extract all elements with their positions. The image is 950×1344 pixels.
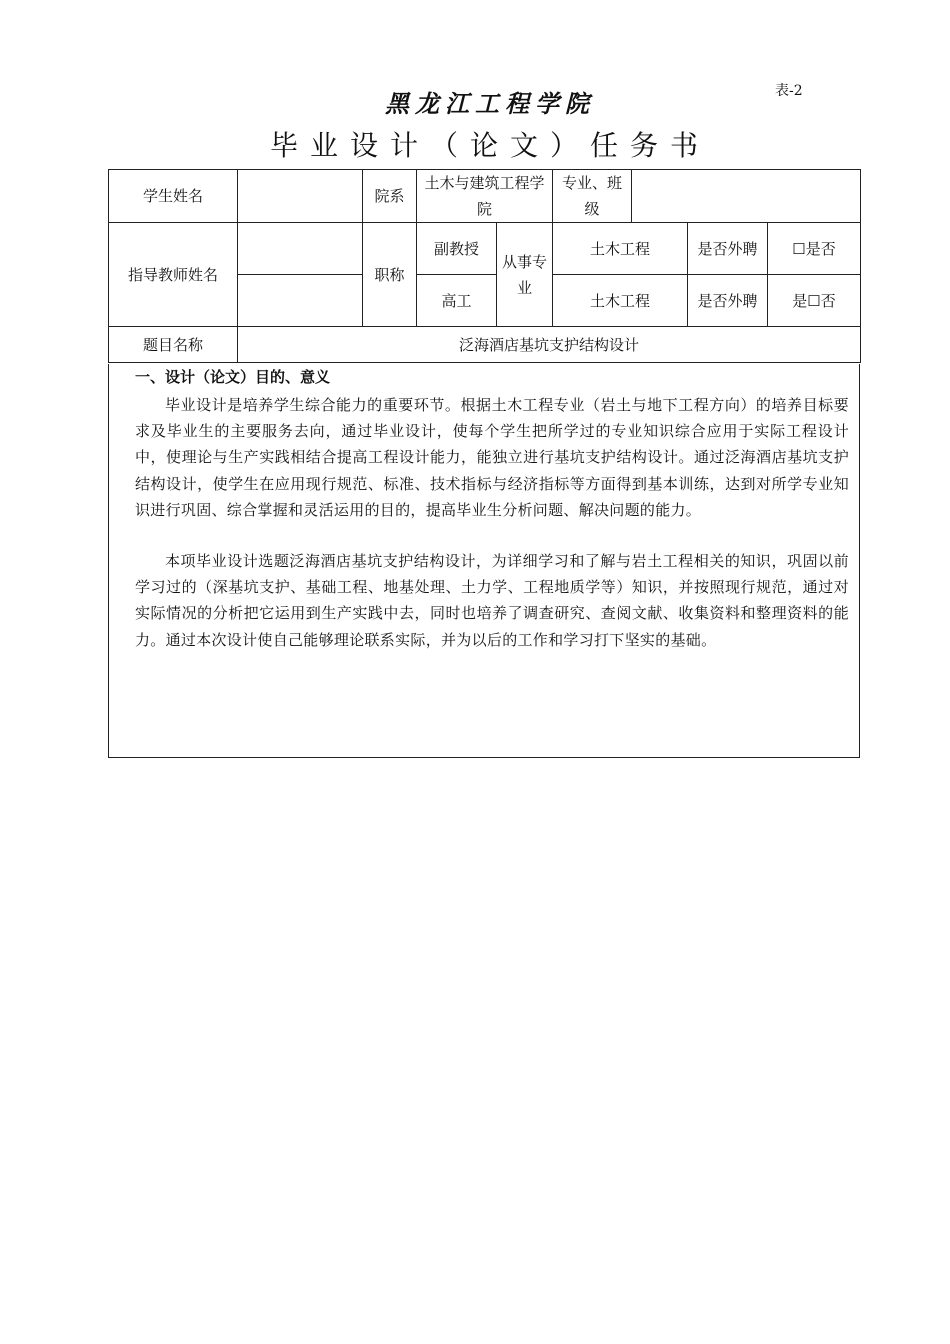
advisor2-name-field[interactable] [238,275,363,327]
purpose-section [108,364,860,758]
student-name-label: 学生姓名 [109,170,238,223]
section-heading: 一、设计（论文）目的、意义 [135,368,331,386]
advisor2-field: 土木工程 [553,275,688,327]
dept-value: 土木与建筑工程学院 [417,170,553,223]
advisor-label: 指导教师姓名 [109,223,238,327]
major-label: 专业、班级 [553,170,632,223]
paragraph-1: 毕业设计是培养学生综合能力的重要环节。根据土木工程专业（岩土与地下工程方向）的培养目标要求及毕业生的主要服务去向，通过毕业设计，使每个学生把所学过的专业知识综合应用于实际工程设计中，使理论与生产实践相结合提高工程设计能力，能独立进行基坑支护结构设计。通过泛海酒店基坑支护结构设计，使学生在应用现行规范、标准、技术指标与经济指标等方面得到基本训练，达到对所学专业知识进行巩固、综合掌握和灵活运用的目的，提高毕业生分析问题、解决问题的能力。 [135,396,849,519]
dept-label: 院系 [363,170,417,223]
topic-label: 题目名称 [109,327,238,363]
external-checkbox-2[interactable]: 是☐否 [768,275,861,327]
student-name-field[interactable] [238,170,363,223]
document-title: 毕业设计（论文）任务书 [269,129,710,162]
rank-label: 职称 [363,223,417,327]
major-field[interactable] [632,170,861,223]
field-label: 从事专业 [497,223,553,327]
external-checkbox-1[interactable]: ☐是否 [768,223,861,275]
topic-value: 泛海酒店基坑支护结构设计 [238,327,861,363]
school-name: 黑龙江工程学院 [385,89,595,118]
table-number: 表-2 [775,83,803,99]
external-label-2: 是否外聘 [688,275,768,327]
info-form-table [108,169,861,363]
external-label-1: 是否外聘 [688,223,768,275]
advisor1-field: 土木工程 [553,223,688,275]
advisor1-name-field[interactable] [238,223,363,275]
school-logo-calligraphy [385,86,595,122]
paragraph-2: 本项毕业设计选题泛海酒店基坑支护结构设计，为详细学习和了解与岩土工程相关的知识，巩固以前学习过的（深基坑支护、基础工程、地基处理、土力学、工程地质学等）知识，并按照现行规范，通过对实际情况的分析把它运用到生产实践中去，同时也培养了调查研究、查阅文献、收集资料和整理资料的能力。通过本次设计使自己能够理论联系实际，并为以后的工作和学习打下坚实的基础。 [135,552,849,649]
advisor1-rank: 副教授 [417,223,497,275]
advisor2-rank: 高工 [417,275,497,327]
